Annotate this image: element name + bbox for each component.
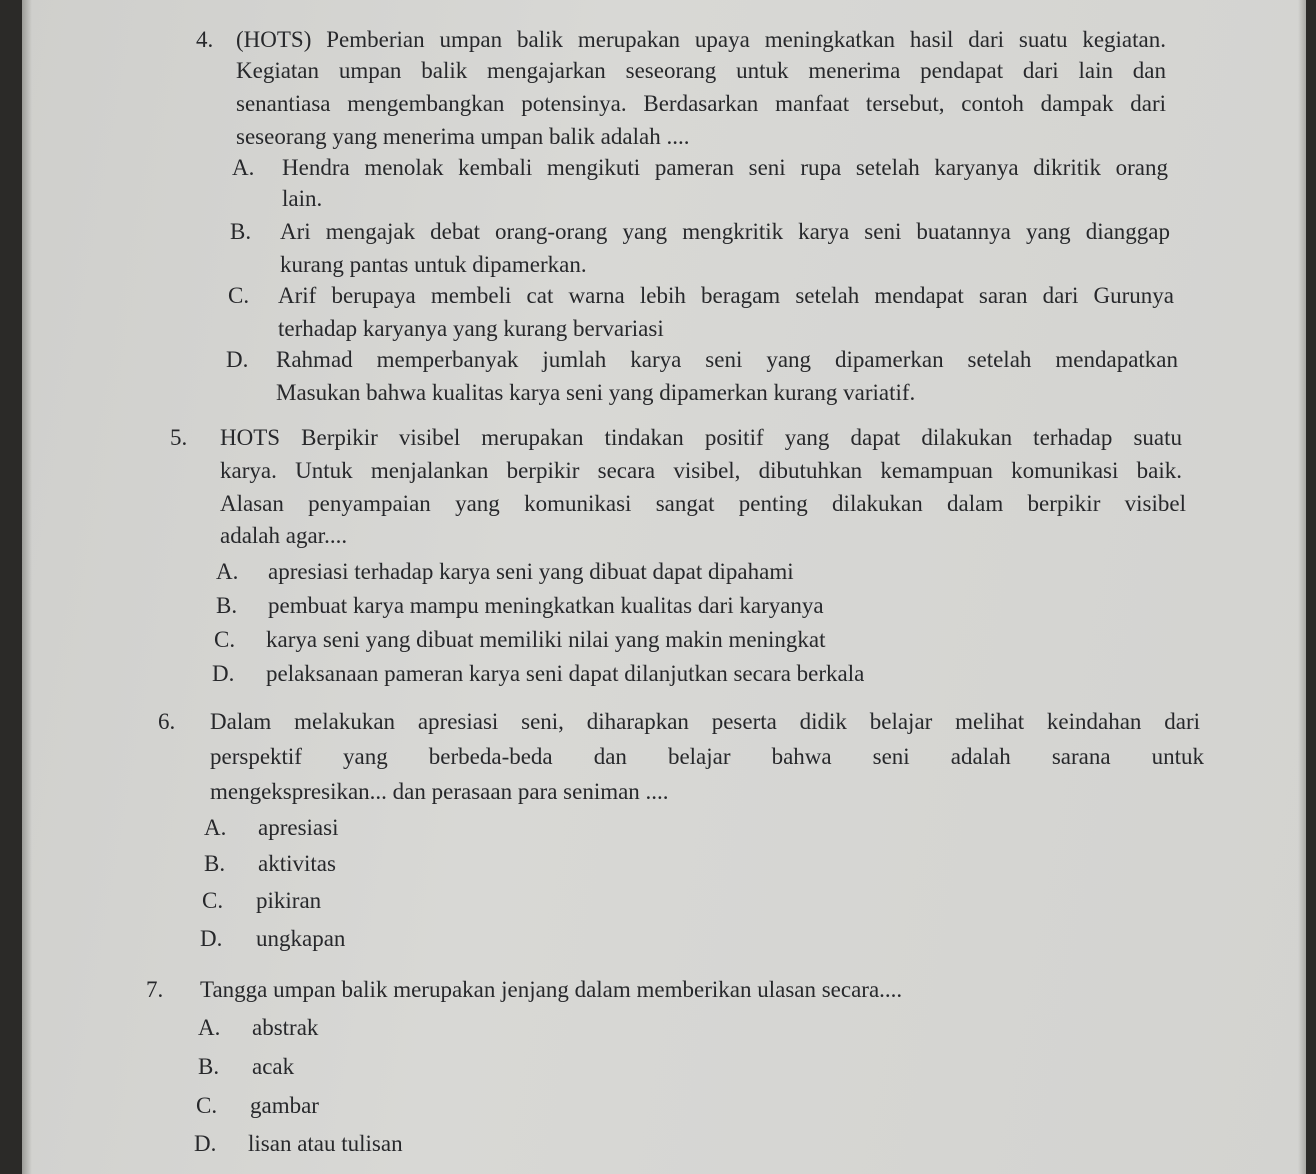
option-text: pikiran: [256, 888, 322, 913]
option-letter: D.: [200, 926, 223, 951]
option-letter: A.: [204, 815, 227, 840]
option-text: apresiasi terhadap karya seni yang dibuat dapat dipahami: [268, 559, 794, 584]
question-stem-line: seseorang yang menerima umpan balik adalah ....: [236, 124, 690, 149]
option-text: kurang pantas untuk dipamerkan.: [280, 252, 587, 277]
option-text: gambar: [250, 1093, 319, 1118]
option-text: apresiasi: [258, 815, 339, 840]
question-stem-line: mengekspresikan... dan perasaan para seniman ....: [210, 779, 669, 804]
option-text: Hendra menolak kembali mengikuti pameran seni rupa setelah karyanya dikritik orang: [282, 155, 1168, 180]
option-text: aktivitas: [258, 851, 336, 876]
option-letter: A.: [232, 155, 255, 180]
question-number: 7.: [146, 977, 164, 1002]
option-text: Masukan bahwa kualitas karya seni yang dipamerkan kurang variatif.: [276, 380, 916, 405]
page-shadow: [22, 0, 32, 1174]
option-text: Ari mengajak debat orang-orang yang mengkritik karya seni buatannya yang dianggap: [280, 219, 1170, 244]
option-letter: A.: [216, 559, 239, 584]
question-number: 6.: [158, 709, 176, 734]
question-stem-line: Alasan penyampaian yang komunikasi sangat penting dilakukan dalam berpikir visibel: [220, 491, 1186, 516]
option-text: Rahmad memperbanyak jumlah karya seni yang dipamerkan setelah mendapatkan: [276, 347, 1178, 372]
question-number: 5.: [170, 425, 188, 450]
option-text: acak: [252, 1054, 295, 1079]
question-stem-line: adalah agar....: [220, 523, 348, 548]
option-letter: D.: [226, 347, 249, 372]
option-text: lain.: [282, 186, 323, 211]
question-stem-line: senantiasa mengembangkan potensinya. Berdasarkan manfaat tersebut, contoh dampak dari: [236, 91, 1166, 116]
option-letter: B.: [204, 851, 226, 876]
option-letter: B.: [198, 1054, 220, 1079]
option-letter: B.: [230, 219, 252, 244]
question-stem-line: perspektif yang berbeda-beda dan belajar bahwa seni adalah sarana untuk: [210, 744, 1204, 769]
option-text: ungkapan: [256, 926, 346, 951]
question-stem-line: (HOTS) Pemberian umpan balik merupakan upaya meningkatkan hasil dari suatu kegiatan.: [236, 27, 1166, 52]
question-stem-line: Tangga umpan balik merupakan jenjang dalam memberikan ulasan secara....: [200, 977, 903, 1002]
page-edge: [1298, 0, 1306, 1174]
option-letter: D.: [212, 661, 235, 686]
option-letter: C.: [214, 627, 236, 652]
option-text: pelaksanaan pameran karya seni dapat dilanjutkan secara berkala: [266, 661, 865, 686]
option-text: abstrak: [252, 1015, 319, 1040]
option-text: lisan atau tulisan: [248, 1131, 403, 1156]
option-text: pembuat karya mampu meningkatkan kualitas dari karyanya: [268, 593, 824, 618]
option-letter: D.: [194, 1131, 217, 1156]
exam-page: [22, 0, 1306, 1174]
question-stem-line: karya. Untuk menjalankan berpikir secara visibel, dibutuhkan kemampuan komunikasi baik.: [220, 458, 1182, 483]
question-number: 4.: [196, 27, 214, 52]
question-stem-line: Dalam melakukan apresiasi seni, diharapkan peserta didik belajar melihat keindahan dari: [210, 709, 1200, 734]
question-stem-line: Kegiatan umpan balik mengajarkan seseorang untuk menerima pendapat dari lain dan: [236, 58, 1166, 83]
option-text: Arif berupaya membeli cat warna lebih beragam setelah mendapat saran dari Gurunya: [278, 283, 1174, 308]
option-letter: C.: [202, 888, 224, 913]
option-letter: C.: [196, 1093, 218, 1118]
option-letter: A.: [198, 1015, 221, 1040]
option-letter: C.: [228, 283, 250, 308]
option-text: karya seni yang dibuat memiliki nilai yang makin meningkat: [266, 627, 826, 652]
option-letter: B.: [216, 593, 238, 618]
option-text: terhadap karyanya yang kurang bervariasi: [278, 316, 664, 341]
question-stem-line: HOTS Berpikir visibel merupakan tindakan positif yang dapat dilakukan terhadap suatu: [220, 425, 1182, 450]
